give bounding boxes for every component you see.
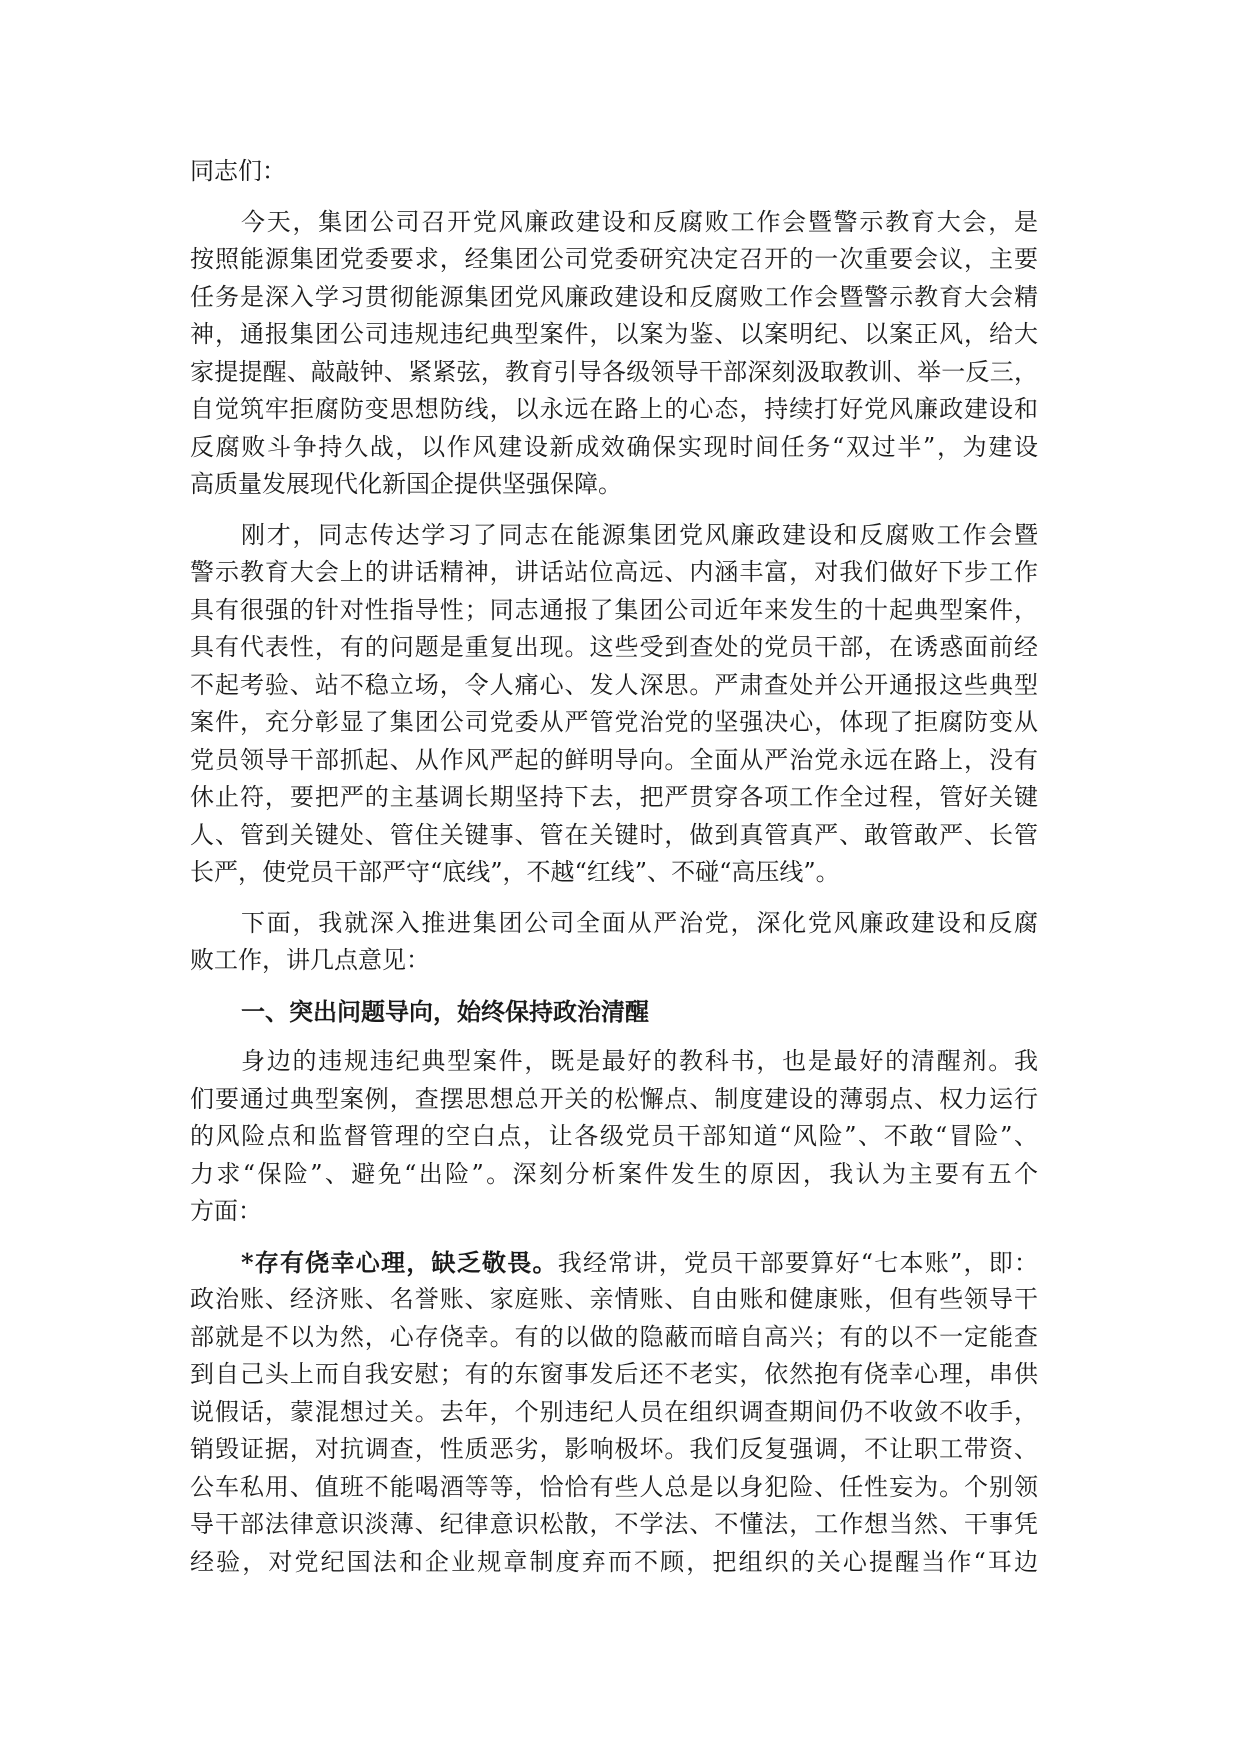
text-line: 高质量发展现代化新国企提供坚强保障。 bbox=[190, 470, 622, 498]
text-line: 自觉筑牢拒腐防变思想防线，以永远在路上的心态，持续打好党风廉政建设和 bbox=[190, 395, 1038, 423]
paragraph-review bbox=[190, 517, 1038, 892]
text-line: 不起考验、站不稳立场，令人痛心、发人深思。严肃查处并公开通报这些典型 bbox=[190, 670, 1038, 699]
text-line: 销毁证据，对抗调查，性质恶劣，影响极坏。我们反复强调，不让职工带资、 bbox=[190, 1435, 1038, 1463]
text-line: 案件，充分彰显了集团公司党委从严管党治党的坚强决心，体现了拒腐防变从 bbox=[190, 708, 1038, 736]
salutation-text: 同志们： bbox=[190, 157, 286, 185]
text-line: 按照能源集团党委要求，经集团公司党委研究决定召开的一次重要会议，主要 bbox=[190, 245, 1038, 273]
text-line: 今天，集团公司召开党风廉政建设和反腐败工作会暨警示教育大会，是 bbox=[241, 207, 1038, 236]
text-line: 反腐败斗争持久战，以作风建设新成效确保实现时间任务“双过半”，为建设 bbox=[190, 432, 1038, 461]
text-line: 刚才，同志传达学习了同志在能源集团党风廉政建设和反腐败工作会暨 bbox=[241, 520, 1038, 549]
text-line: 具有代表性，有的问题是重复出现。这些受到查处的党员干部，在诱惑面前经 bbox=[190, 633, 1038, 661]
text-line: 公车私用、值班不能喝酒等等，恰恰有些人总是以身犯险、任性妄为。个别领 bbox=[190, 1472, 1038, 1501]
text-line: 败工作，讲几点意见： bbox=[190, 946, 430, 974]
text-line: 政治账、经济账、名誉账、家庭账、亲情账、自由账和健康账，但有些领导干 bbox=[190, 1285, 1038, 1313]
paragraph-case-analysis bbox=[190, 1043, 1038, 1231]
text-line: 经验，对党纪国法和企业规章制度弃而不顾，把组织的关心提醒当作“耳边 bbox=[190, 1547, 1038, 1576]
text-line: 身边的违规违纪典型案件，既是最好的教科书，也是最好的清醒剂。我 bbox=[241, 1047, 1038, 1075]
document-page bbox=[190, 153, 1038, 1594]
text-line: 具有很强的针对性指导性；同志通报了集团公司近年来发生的十起典型案件， bbox=[190, 595, 1038, 624]
text-line bbox=[190, 1244, 1038, 1282]
point-lead-rest: 我经常讲，党员干部要算好“七本账”，即： bbox=[557, 1248, 1038, 1277]
text-line: 党员领导干部抓起、从作风严起的鲜明导向。全面从严治党永远在路上，没有 bbox=[190, 745, 1038, 774]
section-heading bbox=[190, 993, 1038, 1031]
text-line: 任务是深入学习贯彻能源集团党风廉政建设和反腐败工作会暨警示教育大会精 bbox=[190, 282, 1038, 311]
text-line: 休止符，要把严的主基调长期坚持下去，把严贯穿各项工作全过程，管好关键 bbox=[190, 783, 1038, 811]
paragraph-opening bbox=[190, 204, 1038, 504]
text-line: 们要通过典型案例，查摆思想总开关的松懈点、制度建设的薄弱点、权力运行 bbox=[190, 1084, 1038, 1113]
text-line: 长严，使党员干部严守“底线”，不越“红线”、不碰“高压线”。 bbox=[190, 858, 840, 886]
salutation bbox=[190, 153, 1038, 191]
point-lead-bold: *存有侥幸心理，缺乏敬畏。 bbox=[241, 1247, 558, 1277]
text-line: 方面： bbox=[190, 1197, 262, 1225]
section-heading-text: 一、突出问题导向，始终保持政治清醒 bbox=[241, 996, 649, 1026]
text-line: 警示教育大会上的讲话精神，讲话站位高远、内涵丰富，对我们做好下步工作 bbox=[190, 558, 1038, 586]
text-line: 的风险点和监督管理的空白点，让各级党员干部知道“风险”、不敢“冒险”、 bbox=[190, 1122, 1038, 1150]
text-line: 下面，我就深入推进集团公司全面从严治党，深化党风廉政建设和反腐 bbox=[241, 908, 1038, 937]
text-line: 人、管到关键处、管住关键事、管在关键时，做到真管真严、敢管敢严、长管 bbox=[190, 820, 1038, 849]
text-line: 导干部法律意识淡薄、纪律意识松散，不学法、不懂法，工作想当然、干事凭 bbox=[190, 1510, 1038, 1538]
text-line: 部就是不以为然，心存侥幸。有的以做的隐蔽而暗自高兴；有的以不一定能查 bbox=[190, 1322, 1038, 1351]
paragraph-point-luck-mentality bbox=[190, 1244, 1038, 1582]
text-line: 到自己头上而自我安慰；有的东窗事发后还不老实，依然抱有侥幸心理，串供 bbox=[190, 1360, 1038, 1388]
text-line: 力求“保险”、避免“出险”。深刻分析案件发生的原因，我认为主要有五个 bbox=[190, 1159, 1038, 1188]
text-line: 神，通报集团公司违规违纪典型案件，以案为鉴、以案明纪、以案正风，给大 bbox=[190, 320, 1038, 348]
text-line: 说假话，蒙混想过关。去年，个别违纪人员在组织调查期间仍不收敛不收手， bbox=[190, 1397, 1038, 1426]
paragraph-intro-points bbox=[190, 905, 1038, 980]
text-line: 家提提醒、敲敲钟、紧紧弦，教育引导各级领导干部深刻汲取教训、举一反三， bbox=[190, 357, 1038, 386]
